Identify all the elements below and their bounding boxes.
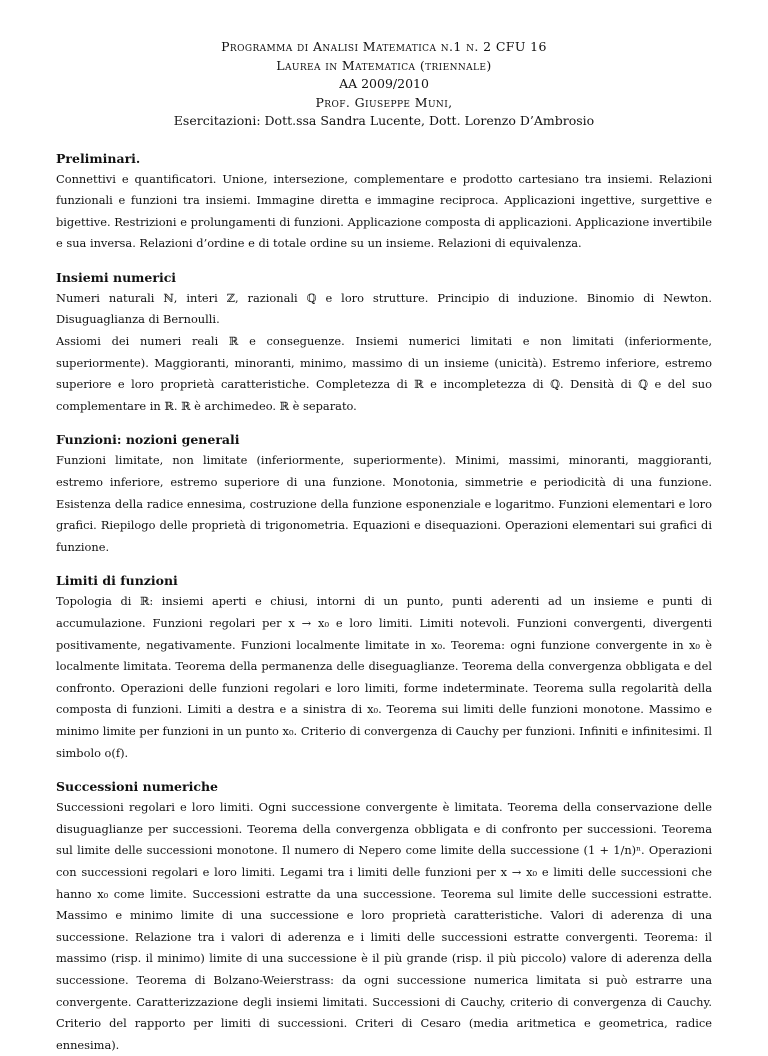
degree-line: Laurea in Matematica (triennale) xyxy=(276,57,492,73)
section-funzioni xyxy=(56,431,712,558)
section-paragraph: Funzioni limitate, non limitate (inferiormente, superiormente). Minimi, massimi, minoranti, maggioranti, estremo inferiore, estremo superiore di una funzione. Monotonia, simmetrie e periodicità di una funzione. Esistenza della radice ennesima, costruzione della funzione esponenziale e logaritmo. Funzioni elementari e loro grafici. Riepilogo delle proprietà di trigonometria. Equazioni e disequazioni. Operazioni elementari sui grafici di funzione. xyxy=(56,453,712,554)
section-title: Limiti di funzioni xyxy=(56,573,178,589)
section-paragraph: Assiomi dei numeri reali ℝ e conseguenze. Insiemi numerici limitati e non limitati (inferiormente, superiormente). Maggioranti, minoranti, minimo, massimo di un insieme (unicità). Estremo inferiore, estremo superiore e loro proprietà caratteristiche. Completezza di ℝ e incompletezza di ℚ. Densità di ℚ e del suo complementare in ℝ. ℝ è archimedeo. ℝ è separato. xyxy=(56,334,712,413)
section-preliminari xyxy=(56,150,712,255)
section-insiemi-numerici xyxy=(56,269,712,418)
section-title: Successioni numeriche xyxy=(56,779,218,795)
exercises-line: Esercitazioni: Dott.ssa Sandra Lucente, Dott. Lorenzo D’Ambrosio xyxy=(173,113,595,128)
section-title: Preliminari. xyxy=(56,150,141,166)
section-paragraph: Numeri naturali ℕ, interi ℤ, razionali ℚ e loro strutture. Principio di induzione. Binomio di Newton. Disuguaglianza di Bernoulli. xyxy=(56,290,712,327)
document-page xyxy=(56,38,712,1056)
section-title: Funzioni: nozioni generali xyxy=(56,432,240,448)
course-title: Programma di Analisi Matematica n.1 n. 2 CFU 16 xyxy=(221,39,547,54)
section-paragraph: Topologia di ℝ: insiemi aperti e chiusi, intorni di un punto, punti aderenti ad un insieme e punti di accumulazione. Funzioni regolari per x → x₀ e loro limiti. Limiti notevoli. Funzioni convergenti, divergenti positivamente, negativamente. Funzioni localmente limitate in x₀. Teorema: ogni funzione convergente in x₀ è localmente limitata. Teorema della permanenza delle diseguaglianze. Teorema della convergenza obbligata e del confronto. Operazioni delle funzioni regolari e loro limiti, forme indeterminate. Teorema sulla regolarità della composta di funzioni. Limiti a destra e a sinistra di x₀. Teorema sui limiti delle funzioni monotone. Massimo e minimo limite per funzioni in un punto x₀. Criterio di convergenza di Cauchy per funzioni. Infiniti e infinitesimi. Il simbolo o(f). xyxy=(56,594,712,760)
document-header xyxy=(56,38,712,131)
section-successioni xyxy=(56,778,712,1056)
professor-line: Prof. Giuseppe Muni, xyxy=(315,94,453,110)
academic-year: AA 2009/2010 xyxy=(339,76,429,91)
section-paragraph: Connettivi e quantificatori. Unione, intersezione, complementare e prodotto cartesiano tra insiemi. Relazioni funzionali e funzioni tra insiemi. Immagine diretta e immagine reciproca. Applicazioni ingettive, surgettive e bigettive. Restrizioni e prolungamenti di funzioni. Applicazione composta di applicazioni. Applicazione invertibile e sua inversa. Relazioni d’ordine e di totale ordine su un insieme. Relazioni di equivalenza. xyxy=(56,171,712,251)
section-title: Insiemi numerici xyxy=(56,269,177,285)
section-paragraph: Successioni regolari e loro limiti. Ogni successione convergente è limitata. Teorema della conservazione delle disuguaglianze per successioni. Teorema della convergenza obbligata e di confronto per successioni. Teorema sul limite delle successioni monotone. Il numero di Nepero come limite della successione (1 + 1/n)ⁿ. Operazioni con successioni regolari e loro limiti. Legami tra i limiti delle funzioni per x → x₀ e limiti delle successioni che hanno x₀ come limite. Successioni estratte da una successione. Teorema sul limite delle successioni estratte. Massimo e minimo limite di una successione e loro proprietà caratteristiche. Valori di aderenza di una successione. Relazione tra i valori di aderenza e i limiti delle successioni estratte convergenti. Teorema: il massimo (risp. il minimo) limite di una successione è il più grande (risp. il più piccolo) valore di aderenza della successione. Teorema di Bolzano-Weierstrass: da ogni successione numerica limitata si può estrarre una convergente. Caratterizzazione degli insiemi limitati. Successioni di Cauchy, criterio di convergenza di Cauchy. Criterio del rapporto per limiti di successioni. Criteri di Cesaro (media aritmetica e geometrica, radice ennesima). xyxy=(56,800,712,1052)
section-limiti-funzioni xyxy=(56,572,712,764)
